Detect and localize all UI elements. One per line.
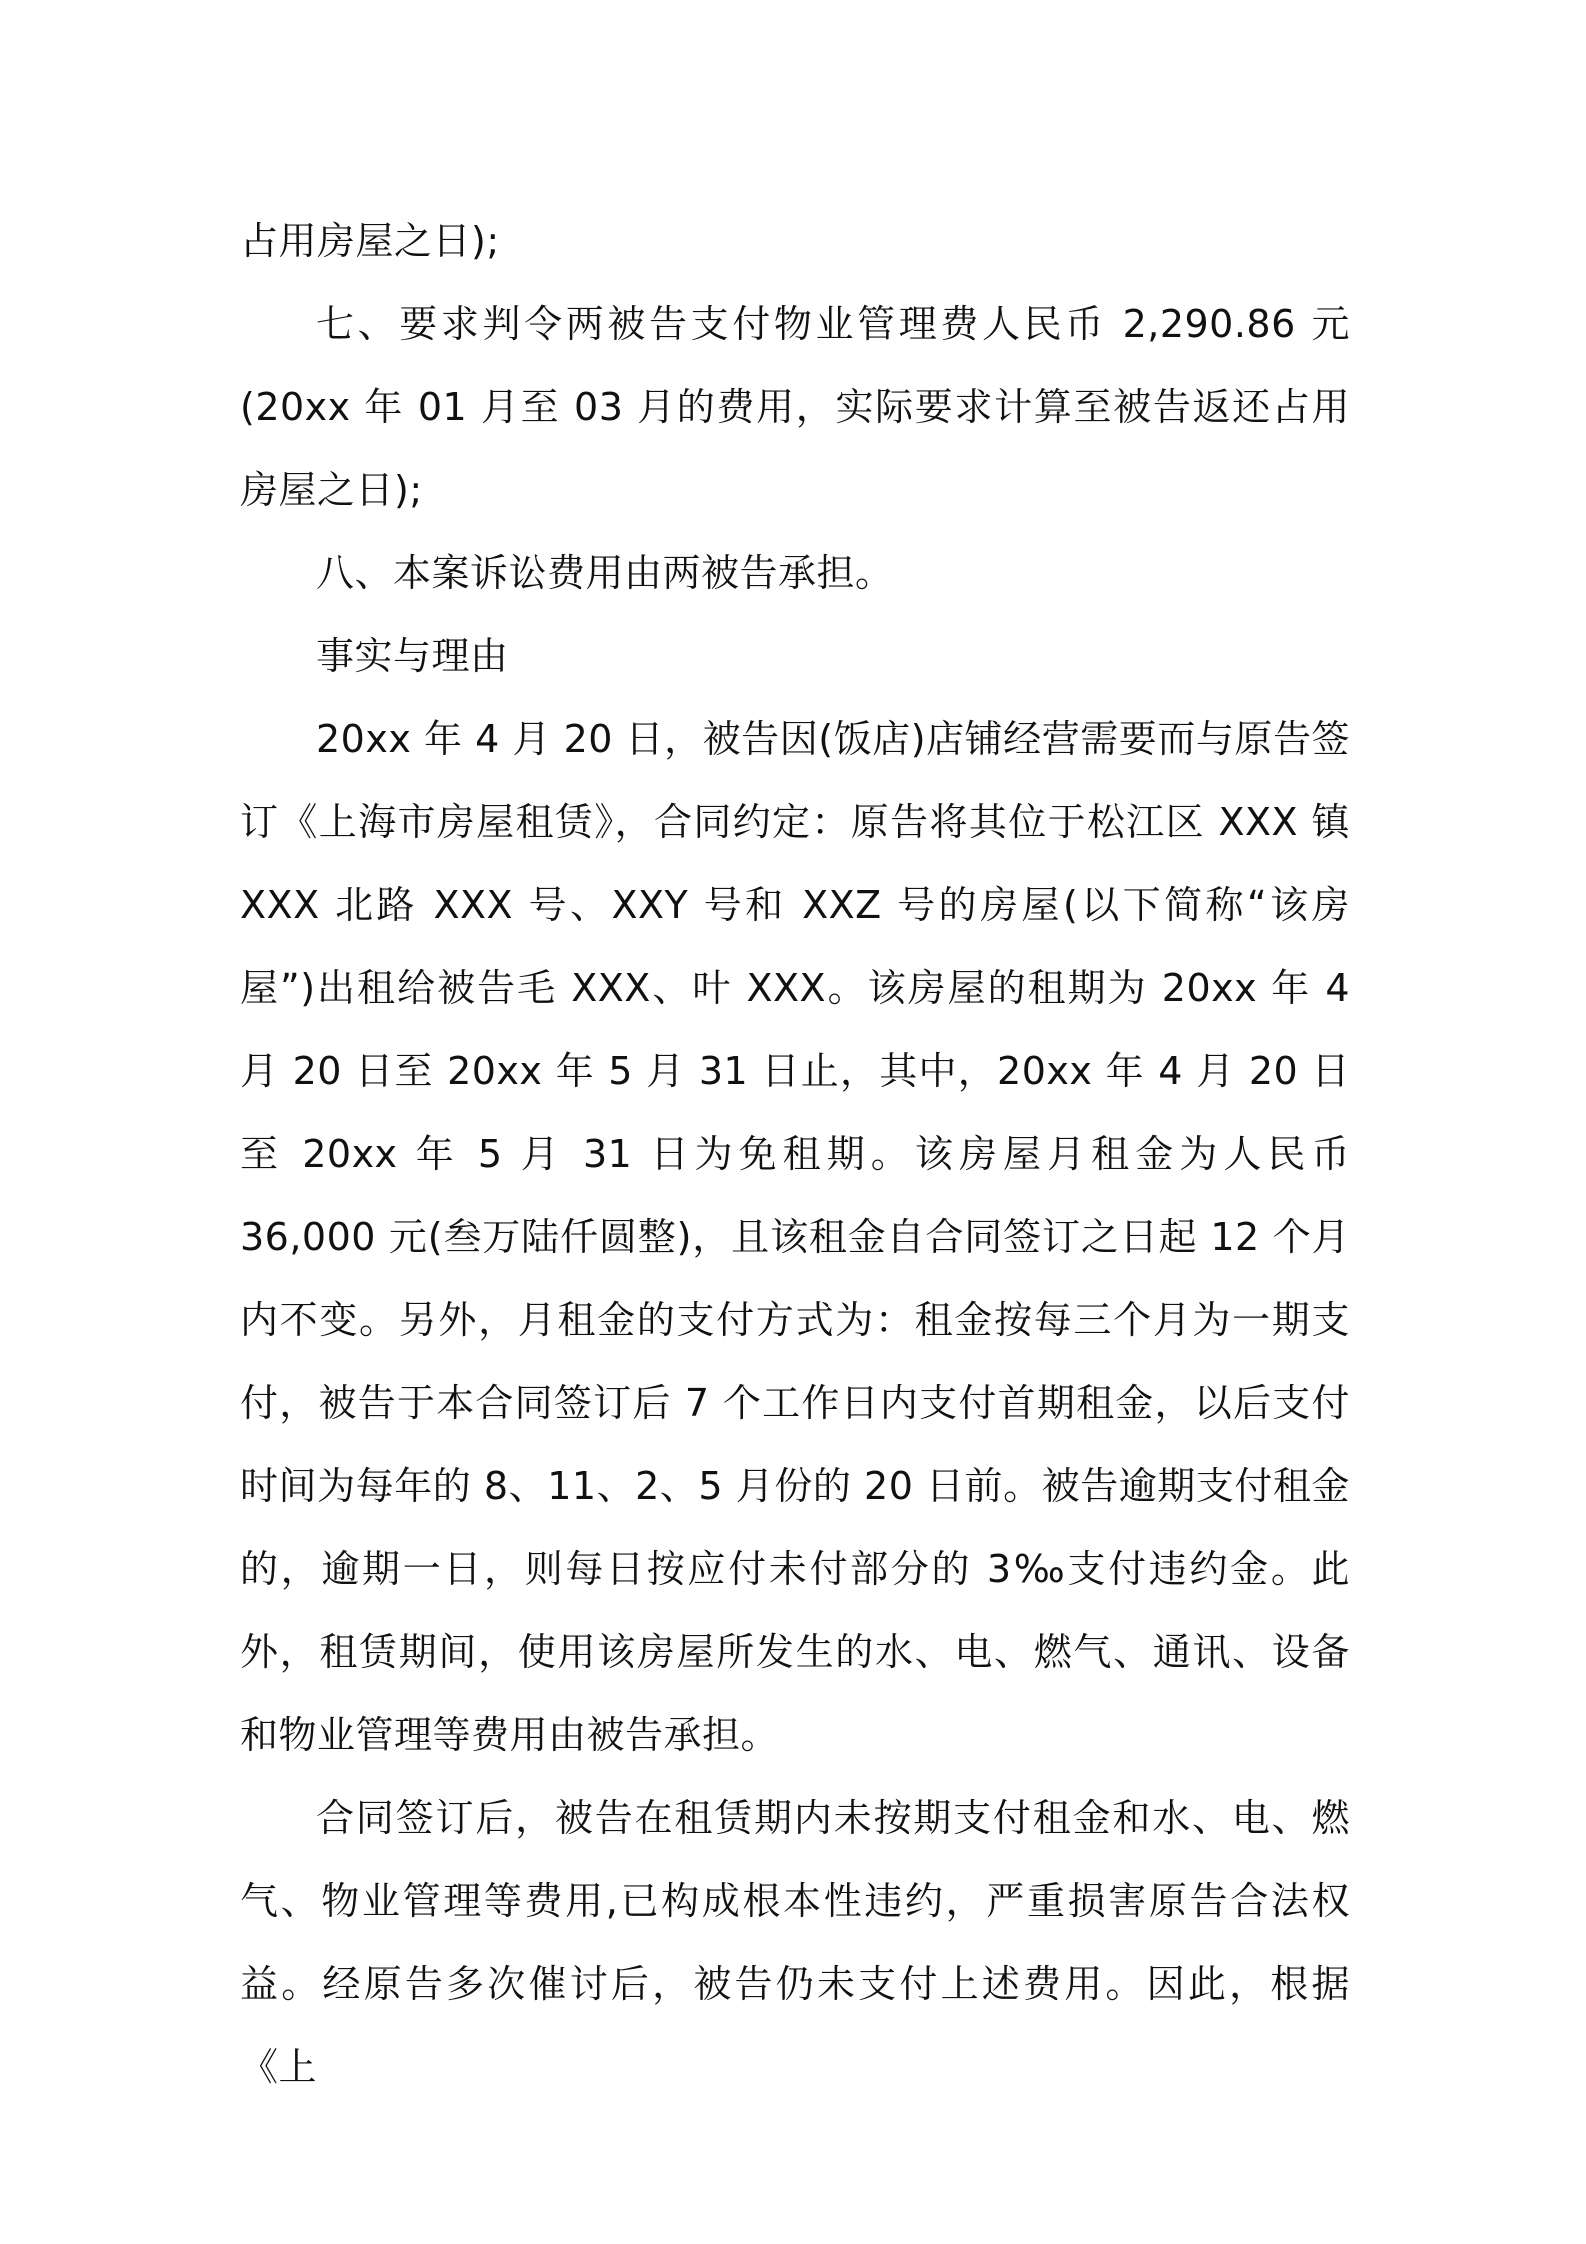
paragraph-claim-seven: 七、要求判令两被告支付物业管理费人民币 2,290.86 元(20xx 年 01 月至 03 月的费用，实际要求计算至被告返还占用房屋之日); [240, 302, 1350, 512]
paragraph-claim-eight: 八、本案诉讼费用由两被告承担。 [316, 551, 894, 595]
section-heading-facts-and-reasons: 事实与理由 [316, 634, 509, 678]
paragraph-lease-contract: 20xx 年 4 月 20 日，被告因(饭店)店铺经营需要而与原告签订《上海市房屋租赁》，合同约定：原告将其位于松江区 XXX 镇 XXX 北路 XXX 号、XXY 号和 XXZ 号的房屋(以下简称“该房屋”)出租给被告毛 XXX、叶 XXX。该房屋的租期为 20xx 年 4 月 20 日至 20xx 年 5 月 31 日止，其中，20xx 年 4 月 20 日至 20xx 年 5 月 31 日为免租期。该房屋月租金为人民币 36,000 元(叁万陆仟圆整)，且该租金自合同签订之日起 12 个月内不变。另外，月租金的支付方式为：租金按每三个月为一期支付，被告于本合同签订后 7 个工作日内支付首期租金，以后支付时间为每年的 8、11、2、5 月份的 20 日前。被告逾期支付租金的，逾期一日，则每日按应付未付部分的 3‰支付违约金。此外，租赁期间，使用该房屋所发生的水、电、燃气、通讯、设备和物业管理等费用由被告承担。 [240, 717, 1350, 1757]
paragraph-continuation: 占用房屋之日); [240, 219, 500, 263]
paragraph-breach: 合同签订后，被告在租赁期内未按期支付租金和水、电、燃气、物业管理等费用,已构成根本性违约，严重损害原告合法权益。经原告多次催讨后，被告仍未支付上述费用。因此，根据《上 [240, 1796, 1350, 2089]
document-body [240, 200, 1350, 2109]
